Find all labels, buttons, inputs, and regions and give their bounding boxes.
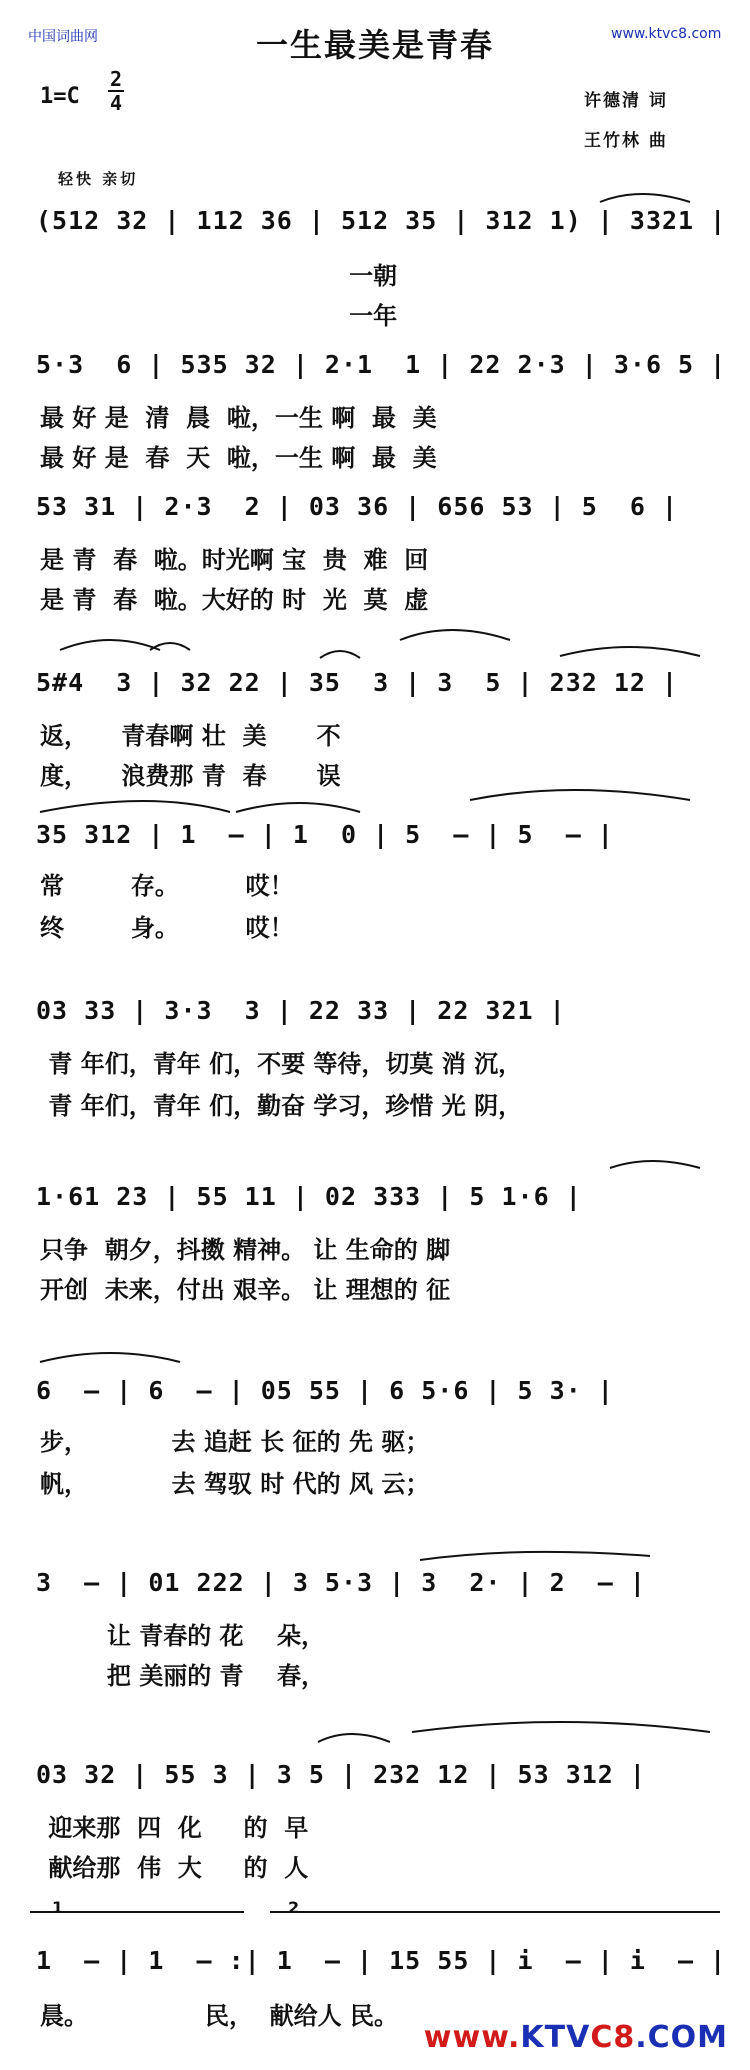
slur [40, 1353, 180, 1362]
lyric-line-verse-2: 开创 未来，付出 艰辛。 让 理想的 征 [40, 1275, 451, 1304]
lyric-line-verse-1: 是 青 春 啦。时光啊 宝 贵 难 回 [40, 545, 429, 574]
notes-line: 35 312 | 1 — | 1 0 | 5 — | 5 — | [36, 820, 614, 849]
lyric-line-verse-1: 常 存。 哎！ [40, 871, 294, 900]
slur [470, 790, 690, 800]
slur [420, 1552, 650, 1560]
lyric-line-verse-1: 迎来那 四 化 的 早 [40, 1813, 309, 1842]
lyric-line-verse-1: 让 青春的 花 朵， [40, 1621, 325, 1650]
site-name: 中国词曲网 [28, 29, 98, 45]
notes-line: 1 — | 1 — :| 1 — | 15 55 | i — | i — | [36, 1946, 727, 1975]
notes-line: 03 32 | 55 3 | 3 5 | 232 12 | 53 312 | [36, 1760, 646, 1789]
slur [320, 651, 360, 658]
tempo-marking: 轻快 亲切 [58, 170, 139, 188]
watermark-c8: C8 [590, 2020, 636, 2055]
slur [412, 1722, 710, 1732]
slur [60, 640, 160, 650]
song-title: 一生最美是青春 [255, 26, 494, 64]
time-signature [108, 68, 124, 114]
lyric-line-verse-1: 最 好 是 清 晨 啦，一生 啊 最 美 [40, 403, 437, 432]
watermark-prefix: www. [423, 2020, 521, 2055]
notes-line: 6 — | 6 — | 05 55 | 6 5·6 | 5 3· | [36, 1376, 614, 1405]
slur [560, 647, 700, 656]
slur [600, 194, 690, 202]
notes-line: 3 — | 01 222 | 3 5·3 | 3 2· | 2 — | [36, 1568, 646, 1597]
lyric-line-verse-1: 晨。 民， 献给人 民。 [40, 2001, 399, 2030]
lyric-line-verse-1: 步， 去 追赶 长 征的 先 驱； [40, 1427, 430, 1456]
lyric-line-verse-1: 返， 青春啊 壮 美 不 [40, 721, 341, 750]
lyric-line-verse-2: 度， 浪费那 青 春 误 [40, 761, 341, 790]
lyric-line-verse-2: 终 身。 哎！ [40, 913, 294, 942]
site-url: www.ktvc8.com [611, 26, 722, 42]
notes-line: 03 33 | 3·3 3 | 22 33 | 22 321 | [36, 996, 566, 1025]
lyric-line-verse-2: 帆， 去 驾驭 时 代的 风 云； [40, 1469, 430, 1498]
slur [610, 1161, 700, 1168]
key-signature: 1=C [40, 84, 80, 109]
lyric-line-verse-1: 一朝 [40, 261, 398, 290]
time-bottom: 4 [109, 91, 123, 115]
notes-line: 1·61 23 | 55 11 | 02 333 | 5 1·6 | [36, 1182, 582, 1211]
composer-credit: 王竹林 曲 [584, 131, 668, 151]
slur [150, 643, 190, 650]
slur [236, 803, 360, 812]
watermark-logo [424, 2020, 728, 2055]
slur [318, 1734, 390, 1742]
notes-line: 5·3 6 | 535 32 | 2·1 1 | 22 2·3 | 3·6 5 | [36, 350, 727, 379]
lyric-line-verse-2: 一年 [40, 301, 398, 330]
lyric-line-verse-2: 青 年们，青年 们，勤奋 学习，珍惜 光 阴， [40, 1091, 523, 1120]
left-border-strip [0, 0, 12, 2070]
notes-line: 5#4 3 | 32 22 | 35 3 | 3 5 | 232 12 | [36, 668, 679, 697]
lyricist-credit: 许德清 词 [584, 91, 668, 111]
lyric-line-verse-2: 是 青 春 啦。大好的 时 光 莫 虚 [40, 585, 429, 614]
slur [40, 801, 230, 812]
time-top: 2 [109, 67, 123, 91]
lyric-line-verse-2: 把 美丽的 青 春， [40, 1661, 325, 1690]
lyric-line-verse-2: 献给那 伟 大 的 人 [40, 1853, 309, 1882]
ending-2-label: 2 [288, 1898, 300, 1917]
watermark-ktv: KTV [520, 2020, 591, 2055]
lyric-line-verse-1: 只争 朝夕，抖擞 精神。 让 生命的 脚 [40, 1235, 451, 1264]
lyric-line-verse-2: 最 好 是 春 天 啦，一生 啊 最 美 [40, 443, 437, 472]
watermark-suffix: .COM [635, 2020, 728, 2055]
ending-1-label: 1 [52, 1898, 64, 1917]
notes-line: 53 31 | 2·3 2 | 03 36 | 656 53 | 5 6 | [36, 492, 679, 521]
lyric-line-verse-1: 青 年们，青年 们，不要 等待，切莫 消 沉， [40, 1049, 523, 1078]
notes-line: (512 32 | 112 36 | 512 35 | 312 1) | 3321 | [36, 206, 727, 235]
right-border-strip [738, 0, 750, 2070]
slur [400, 630, 510, 640]
